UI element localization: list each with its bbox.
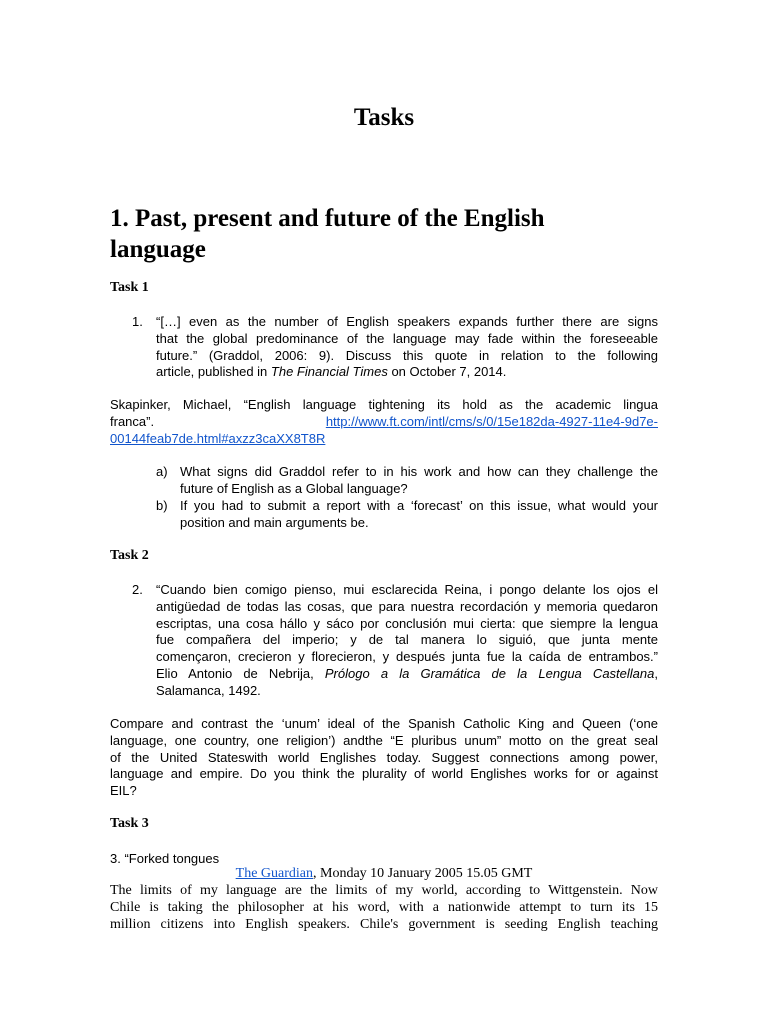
task-2-attribution-place: Salamanca, 1492. [156,682,261,698]
task-3-source-line [110,866,658,883]
compare-line-5: EIL? [110,783,137,799]
task-1-quote-line-2: that the global predominance of the language may fade within the foreseeable [156,330,658,346]
sub-question-a-line-1: What signs did Graddol refer to in his work and how can they challenge the [180,464,658,479]
task-2-quote-line-1: “Cuando bien comigo pienso, mui esclarecida Reina, i pongo delante los ojos el [156,582,658,597]
attribution-work-title: Prólogo a la Gramática de la Lengua Castellana [324,665,655,681]
task-2-label: Task 2 [110,548,149,563]
sub-question-b-marker: b) [156,498,168,513]
task-3-body [110,883,658,933]
page-title: Tasks [353,104,415,131]
task-3-body-line-3: million citizens into English speakers. Chile's government is seeding English teaching [110,916,658,932]
task-3-body-line-1: The limits of my language are the limits of my world, according to Wittgenstein. Now [110,883,658,898]
task-1-quote-line-3: future.” (Graddol, 2006: 9). Discuss this quote in relation to the following [156,347,658,363]
task-2-attribution [156,666,658,683]
newspaper-title: The Financial Times [270,364,388,380]
task-2-item-number: 2. [132,582,143,597]
citation-line-3 [110,431,658,448]
citation-line-1: Skapinker, Michael, “English language tightening its hold as the academic lingua [110,397,658,412]
task-1-quote-last-prefix: article, published in [156,364,271,380]
task-1-label: Task 1 [110,280,149,295]
section-heading-line-1: 1. Past, present and future of the English [110,205,545,232]
attribution-author: Elio Antonio de Nebrija, [156,665,325,681]
compare-line-2: language, one country, one religion’) andthe “E pluribus unum” motto on the great seal [110,732,658,748]
task-1-citation [110,397,658,447]
task-3-body-line-2: Chile is taking the philosopher at his word, with a nationwide attempt to turn its 15 [110,899,658,915]
task-3-label: Task 3 [110,816,149,831]
attribution-comma: , [654,665,658,681]
sub-question-b-line-1: If you had to submit a report with a ‘forecast’ on this issue, what would your [180,498,658,513]
section-heading [110,203,658,265]
task-2-quote-line-5: començaron, crecieron y florecieron, y después junta fue la caída de entrambos.” [156,649,658,665]
compare-line-1: Compare and contrast the ‘unum’ ideal of the Spanish Catholic King and Queen (‘one [110,716,658,731]
sub-question-a-line-2: future of English as a Global language? [180,480,408,496]
sub-question-a [180,464,658,498]
task-1-quote-line-1: “[…] even as the number of English speakers expands further there are signs [156,314,658,329]
ft-article-link-part-2[interactable]: 00144feab7de.html#axzz3caXX8T8R [110,430,326,446]
task-3-title-line: 3. “Forked tongues [110,851,220,866]
citation-line-2 [110,414,658,431]
task-2-quote-line-4: fue compañera del imperio; y de tal manera lo siguió, que junta mente [156,632,658,648]
guardian-source-link[interactable]: The Guardian [235,866,314,881]
task-1-item-number: 1. [132,314,143,329]
sub-question-b-line-2: position and main arguments be. [180,514,369,530]
task-3-source [110,866,658,883]
compare-line-3: of the United Stateswith world Englishes today. Suggest connections among power, [110,749,658,765]
task-1-quote-line-4 [156,364,658,381]
section-heading-line-2: language [110,236,206,263]
task-2-compare-paragraph [110,716,658,800]
sub-question-b [180,498,658,532]
task-2-quote-line-2: antigüedad de todas las cosas, que para nuestra recordación y memoria quedaron [156,598,658,614]
ft-article-link-part-1[interactable]: http://www.ft.com/intl/cms/s/0/15e182da-4927-11e4-9d7e- [325,413,658,429]
citation-line-2-prefix: franca”. [110,413,155,429]
task-3-source-date: , Monday 10 January 2005 15.05 GMT [313,866,533,881]
task-2-quote [156,582,658,700]
task-2-quote-line-3: escriptas, una cosa hállo y sáco por conclusión mui cierta: que siempre la lengua [156,615,658,631]
sub-question-a-marker: a) [156,464,168,479]
task-1-quote [156,314,658,381]
compare-line-4: language and empire. Do you think the plurality of world Englishes works for or against [110,766,658,782]
task-1-quote-last-suffix: on October 7, 2014. [387,364,507,380]
